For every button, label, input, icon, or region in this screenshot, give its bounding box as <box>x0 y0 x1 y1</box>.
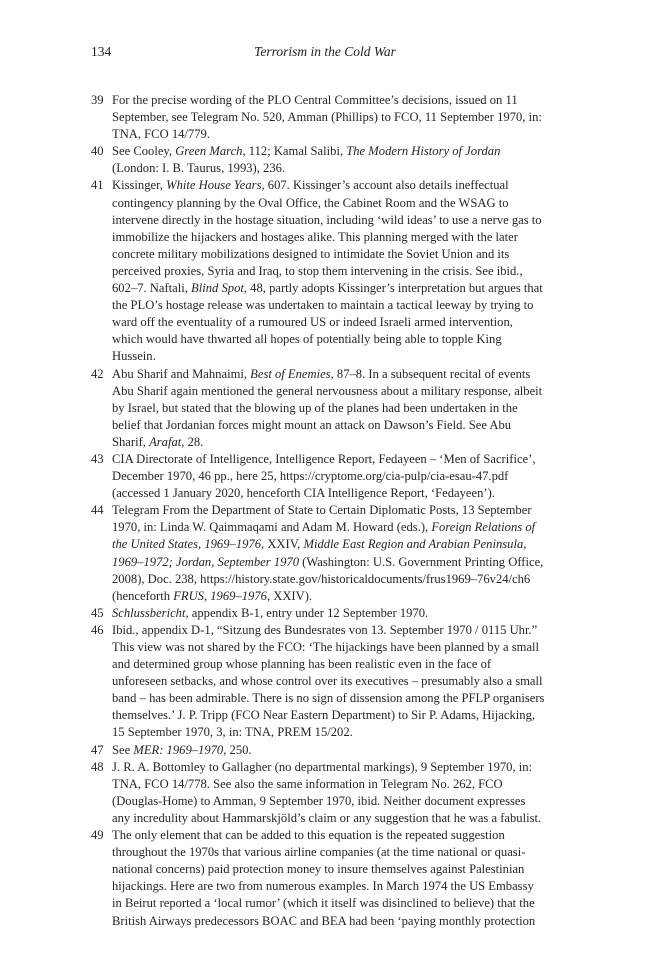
endnote <box>91 759 546 827</box>
endnote-text: J. R. A. Bottomley to Gallagher (no departmental markings), 9 September 1970, in: TNA, FCO 14/778. See also the same information in Telegram No. 262, FCO (Douglas-Home) to Amman, 9 September 1970, ibid. Neither document expresses any incredulity about Hammarskjöld’s claim or any suggestion that he was a fabulist. <box>112 759 542 825</box>
endnote-number: 41 <box>91 178 104 193</box>
endnote-number: 40 <box>91 144 104 159</box>
endnote-number: 48 <box>91 759 104 774</box>
endnote <box>91 605 546 622</box>
endnote-text: The only element that can be added to this equation is the repeated suggestion throughout the 1970s that various airline companies (at the time national or quasi-national concerns) paid protection money to insure themselves against Palestinian hijackings. Here are two from numerous examples. In March 1974 the US Embassy in Beirut reported a ‘local rumor’ (which it itself was disinclined to believe) that the British Airways predecessors BOAC and BEA had been ‘paying monthly protection <box>112 828 536 928</box>
page-number: 134 <box>91 44 112 59</box>
endnotes-list <box>91 92 546 930</box>
endnote <box>91 827 546 930</box>
endnote-text: Telegram From the Department of State to Certain Diplomatic Posts, 13 September 1970, in: Linda W. Qaimmaqami and Adam M. Howard (eds.), Foreign Relations of the United States, 1969–1976, XXIV, Middle East Region and Arabian Peninsula, 1969–1972; Jordan, September 1970 (Washington: U.S. Government Printing Office, 2008), Doc. 238, https://history.state.gov/historicaldocuments/frus1969–76v24/ch6 (henceforth FRUS, 1969–1976, XXIV). <box>112 503 544 603</box>
endnote-text: For the precise wording of the PLO Central Committee’s decisions, issued on 11 September, see Telegram No. 520, Amman (Phillips) to FCO, 11 September 1970, in: TNA, FCO 14/779. <box>112 93 542 142</box>
endnote-number: 49 <box>91 828 104 843</box>
endnote-text: See Cooley, Green March, 112; Kamal Salibi, The Modern History of Jordan (London: I. B. Taurus, 1993), 236. <box>112 144 501 176</box>
endnote-number: 44 <box>91 503 104 518</box>
endnote-text: Ibid., appendix D-1, “Sitzung des Bundesrates von 13. September 1970 / 0115 Uhr.” This view was not shared by the FCO: ‘The hijackings have been planned by a small and determined group whose planning has been realistic even in the face of unforeseen setbacks, and whose control over its executives – presumably also a small band – has been admirable. There is no sign of dissension among the PFLP organisers themselves.’ J. P. Tripp (FCO Near Eastern Department) to Sir P. Adams, Hijacking, 15 September 1970, 3, in: TNA, PREM 15/202. <box>112 622 545 740</box>
endnote-number: 42 <box>91 366 104 381</box>
endnote-text: See MER: 1969–1970, 250. <box>112 742 252 757</box>
endnote-number: 39 <box>91 93 104 107</box>
endnote <box>91 502 546 605</box>
endnote-text: Abu Sharif and Mahnaimi, Best of Enemies, 87–8. In a subsequent recital of events Abu Sharif again mentioned the general nervousness about a military response, albeit by Israel, but stated that the blowing up of the planes had been undertaken in the belief that Jordanian forces might mount an attack on Dawson’s Field. See Abu Sharif, Arafat, 28. <box>112 366 543 449</box>
running-title: Terrorism in the Cold War <box>254 44 396 59</box>
endnote <box>91 366 546 451</box>
endnote-number: 46 <box>91 622 104 637</box>
endnote <box>91 742 546 759</box>
endnote-number: 47 <box>91 742 104 757</box>
endnote <box>91 143 546 177</box>
endnote-text: Kissinger, White House Years, 607. Kissinger’s account also details ineffectual contingency planning by the Oval Office, the Cabinet Room and the WSAG to intervene directly in the hostage situation, including ‘wild ideas’ to use a nerve gas to immobilize the hijackers and hostages alike. This planning merged with the later concrete military mobilizations designed to intimidate the Soviet Union and its perceived proxies, Syria and Iraq, to stop them intervening in the crisis. See ibid., 602–7. Naftali, Blind Spot, 48, partly adopts Kissinger’s interpretation but argues that the PLO’s hostage release was undertaken to maintain a tactical leeway by trying to ward off the eventuality of a rumoured US or indeed Israeli armed intervention, which would have thwarted all hopes of potentially being able to topple King Hussein. <box>112 178 543 364</box>
endnote-text: CIA Directorate of Intelligence, Intelligence Report, Fedayeen – ‘Men of Sacrifice’, December 1970, 46 pp., here 25, https://cryptome.org/cia-pulp/cia-esau-47.pdf (accessed 1 January 2020, henceforth CIA Intelligence Report, ‘Fedayeen’). <box>112 451 536 501</box>
endnote-number: 43 <box>91 451 104 466</box>
endnote <box>91 177 546 365</box>
endnote-text: Schlussbericht, appendix B-1, entry under 12 September 1970. <box>112 605 429 620</box>
endnote-number: 45 <box>91 605 104 620</box>
endnote <box>91 92 546 143</box>
endnote <box>91 451 546 502</box>
page-header <box>0 44 650 64</box>
endnote <box>91 622 546 742</box>
